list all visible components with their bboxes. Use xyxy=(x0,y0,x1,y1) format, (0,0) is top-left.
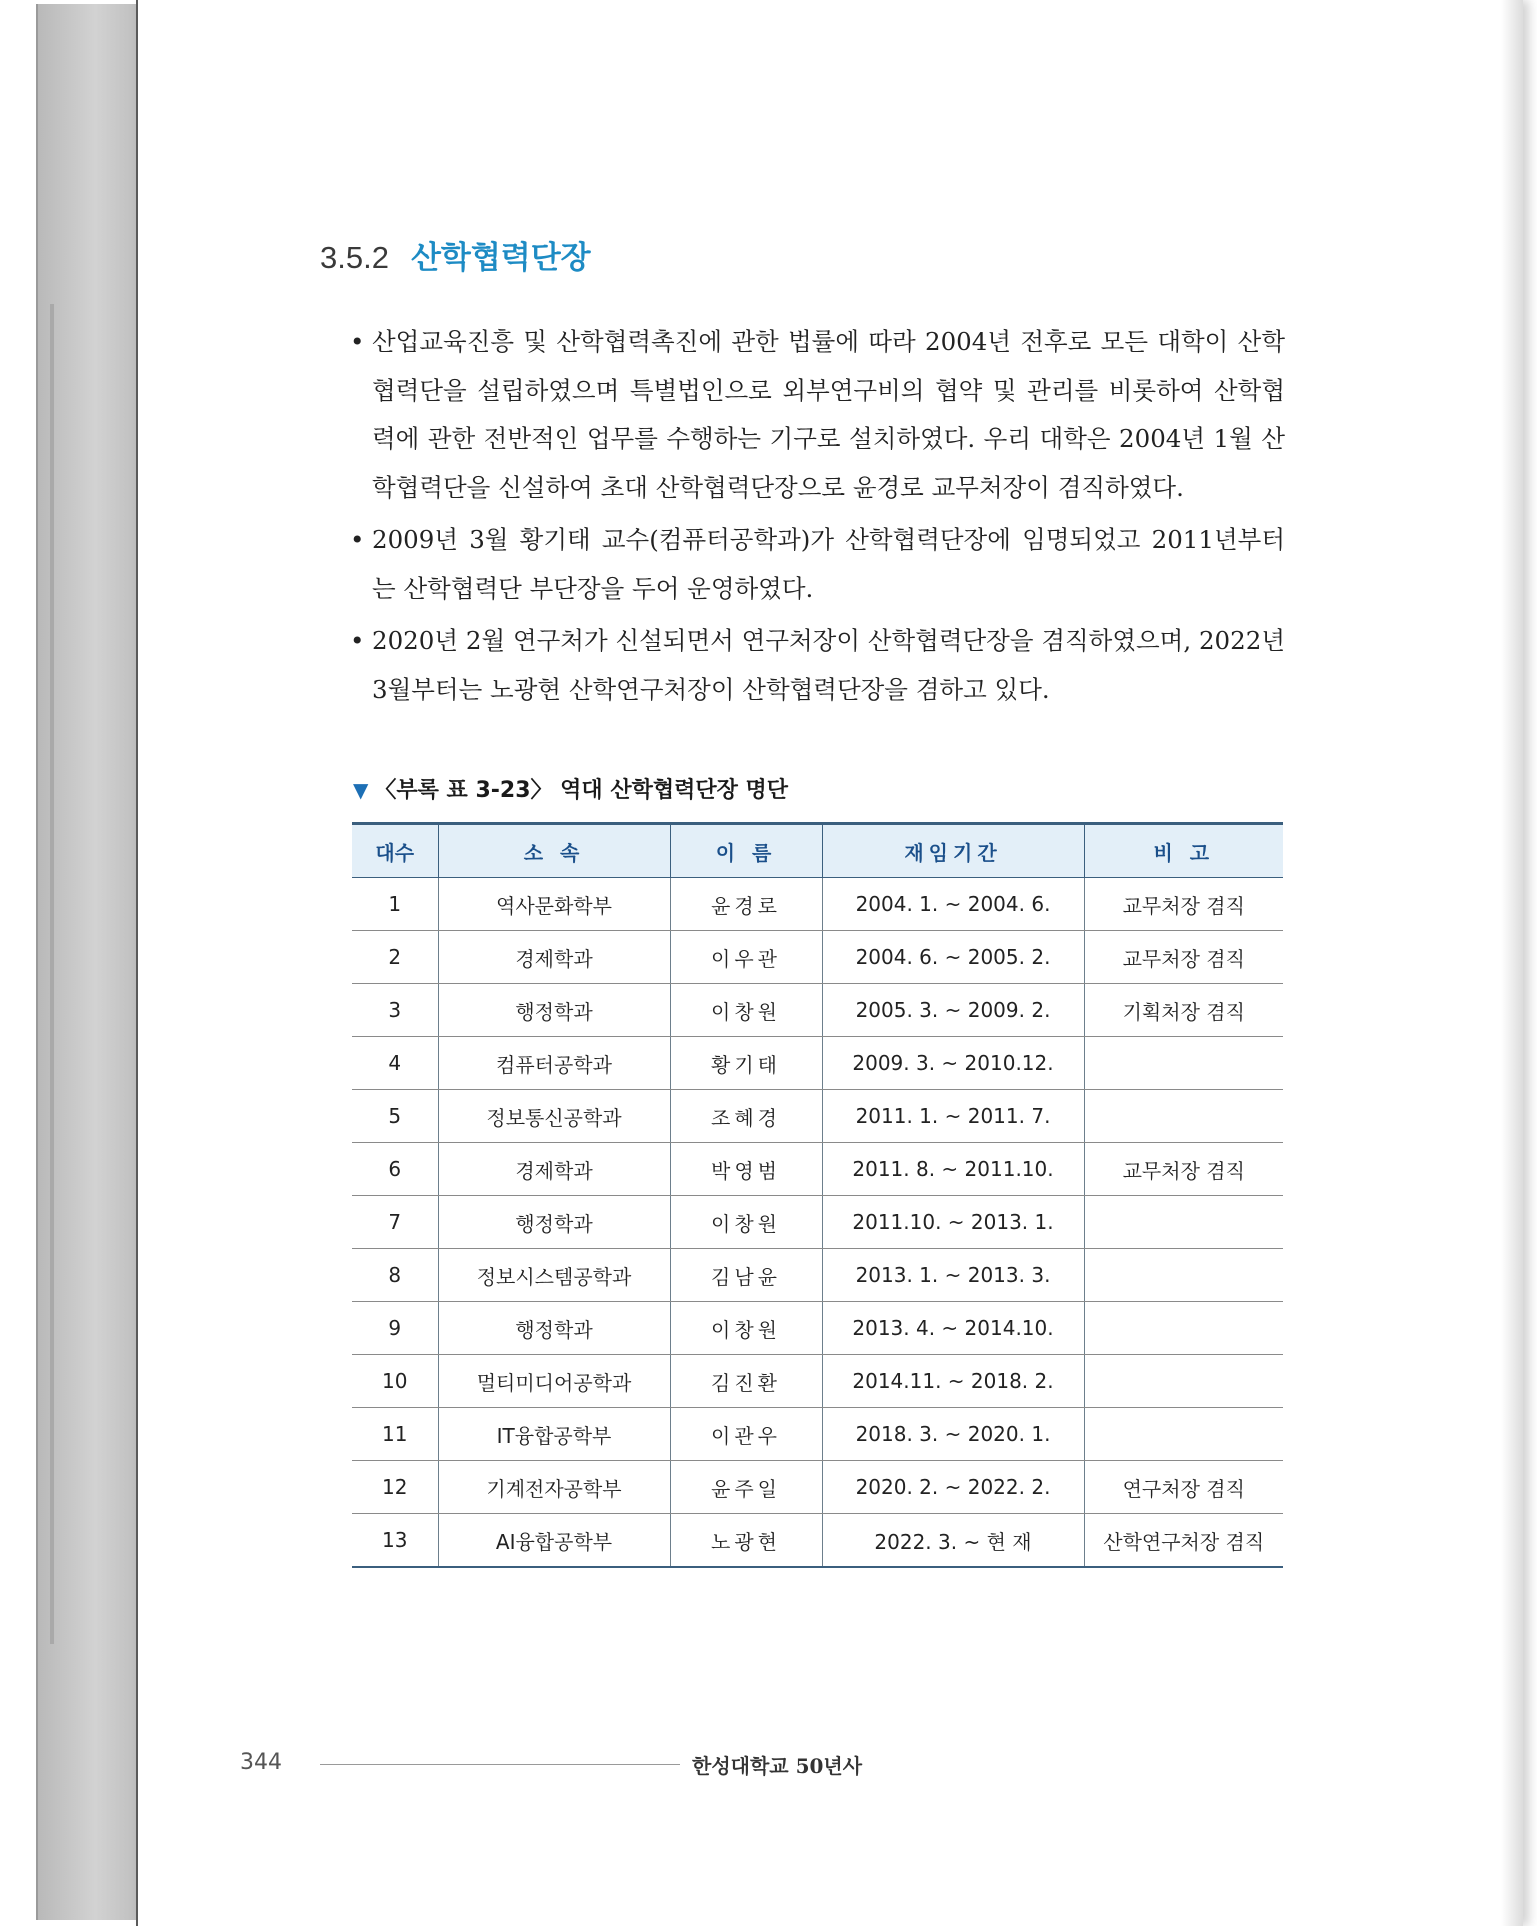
table-row xyxy=(352,931,1283,984)
name-cell: 윤경로 xyxy=(670,878,822,931)
name-cell: 이창원 xyxy=(670,1302,822,1355)
bullet-item: • 산업교육진흥 및 산학협력촉진에 관한 법률에 따라 2004년 전후로 모든 대학이 산학협력단을 설립하였으며 특별법인으로 외부연구비의 협약 및 관리를 비롯하여 산학협력에 관한 전반적인 업무를 수행하는 기구로 설치하였다. 우리 대학은 2004년 1월 산학협력단을 신설하여 초대 산학협력단장으로 윤경로 교무처장이 겸직하였다. xyxy=(350,318,1285,512)
table-row xyxy=(352,878,1283,931)
page-footer xyxy=(240,1750,940,1780)
name-cell: 조혜경 xyxy=(670,1090,822,1143)
header-term: 대수 xyxy=(352,824,438,878)
tenure-cell: 2005. 3. ~ 2009. 2. xyxy=(822,984,1084,1037)
affiliation-cell: 경제학과 xyxy=(438,931,670,984)
remarks-cell: 교무처장 겸직 xyxy=(1084,931,1283,984)
book-page-stack xyxy=(36,4,142,1920)
footer-divider xyxy=(320,1764,680,1765)
table-row xyxy=(352,1143,1283,1196)
name-cell: 박영범 xyxy=(670,1143,822,1196)
table-row xyxy=(352,1514,1283,1568)
name-cell: 이창원 xyxy=(670,984,822,1037)
remarks-cell xyxy=(1084,1037,1283,1090)
name-cell: 이관우 xyxy=(670,1408,822,1461)
term-cell: 12 xyxy=(352,1461,438,1514)
bullet-item: • 2020년 2월 연구처가 신설되면서 연구처장이 산학협력단장을 겸직하였으며, 2022년 3월부터는 노광현 산학연구처장이 산학협력단장을 겸하고 있다. xyxy=(350,617,1285,714)
term-cell: 1 xyxy=(352,878,438,931)
remarks-cell: 교무처장 겸직 xyxy=(1084,1143,1283,1196)
page-number: 344 xyxy=(240,1750,282,1775)
tenure-cell: 2020. 2. ~ 2022. 2. xyxy=(822,1461,1084,1514)
remarks-cell xyxy=(1084,1355,1283,1408)
remarks-cell xyxy=(1084,1196,1283,1249)
table-header-row xyxy=(352,824,1283,878)
table-row xyxy=(352,1302,1283,1355)
tenure-cell: 2004. 1. ~ 2004. 6. xyxy=(822,878,1084,931)
header-name: 이 름 xyxy=(670,824,822,878)
term-cell: 10 xyxy=(352,1355,438,1408)
affiliation-cell: 역사문화학부 xyxy=(438,878,670,931)
name-cell: 김진환 xyxy=(670,1355,822,1408)
remarks-cell xyxy=(1084,1090,1283,1143)
bullet-item: • 2009년 3월 황기태 교수(컴퓨터공학과)가 산학협력단장에 임명되었고 2011년부터는 산학협력단 부단장을 두어 운영하였다. xyxy=(350,516,1285,613)
director-roster-table xyxy=(352,822,1283,1568)
page-edge-shade xyxy=(1501,0,1523,1926)
name-cell: 노광현 xyxy=(670,1514,822,1568)
affiliation-cell: 컴퓨터공학과 xyxy=(438,1037,670,1090)
table-row xyxy=(352,1461,1283,1514)
affiliation-cell: 행정학과 xyxy=(438,1196,670,1249)
triangle-down-icon: ▼ xyxy=(353,778,369,802)
term-cell: 7 xyxy=(352,1196,438,1249)
table-caption xyxy=(353,773,788,804)
name-cell: 이창원 xyxy=(670,1196,822,1249)
remarks-cell: 연구처장 겸직 xyxy=(1084,1461,1283,1514)
affiliation-cell: 멀티미디어공학과 xyxy=(438,1355,670,1408)
header-remarks: 비 고 xyxy=(1084,824,1283,878)
name-cell: 윤주일 xyxy=(670,1461,822,1514)
tenure-cell: 2011. 1. ~ 2011. 7. xyxy=(822,1090,1084,1143)
bullet-list xyxy=(350,318,1285,718)
table-caption-text: 〈부록 표 3-23〉 역대 산학협력단장 명단 xyxy=(374,778,789,803)
section-title: 산학협력단장 xyxy=(410,240,591,275)
remarks-cell xyxy=(1084,1302,1283,1355)
affiliation-cell: 정보통신공학과 xyxy=(438,1090,670,1143)
tenure-cell: 2013. 1. ~ 2013. 3. xyxy=(822,1249,1084,1302)
term-cell: 2 xyxy=(352,931,438,984)
section-number: 3.5.2 xyxy=(320,240,389,275)
table-row xyxy=(352,984,1283,1037)
tenure-cell: 2022. 3. ~ 현 재 xyxy=(822,1514,1084,1568)
tenure-cell: 2013. 4. ~ 2014.10. xyxy=(822,1302,1084,1355)
remarks-cell: 교무처장 겸직 xyxy=(1084,878,1283,931)
affiliation-cell: 경제학과 xyxy=(438,1143,670,1196)
affiliation-cell: IT융합공학부 xyxy=(438,1408,670,1461)
name-cell: 김남윤 xyxy=(670,1249,822,1302)
book-title: 한성대학교 50년사 xyxy=(692,1754,863,1778)
term-cell: 8 xyxy=(352,1249,438,1302)
affiliation-cell: 행정학과 xyxy=(438,984,670,1037)
term-cell: 3 xyxy=(352,984,438,1037)
tenure-cell: 2011. 8. ~ 2011.10. xyxy=(822,1143,1084,1196)
table-row xyxy=(352,1355,1283,1408)
remarks-cell xyxy=(1084,1249,1283,1302)
tenure-cell: 2009. 3. ~ 2010.12. xyxy=(822,1037,1084,1090)
term-cell: 5 xyxy=(352,1090,438,1143)
table-row xyxy=(352,1408,1283,1461)
term-cell: 9 xyxy=(352,1302,438,1355)
term-cell: 4 xyxy=(352,1037,438,1090)
term-cell: 13 xyxy=(352,1514,438,1568)
affiliation-cell: AI융합공학부 xyxy=(438,1514,670,1568)
header-affiliation: 소 속 xyxy=(438,824,670,878)
name-cell: 황기태 xyxy=(670,1037,822,1090)
affiliation-cell: 기계전자공학부 xyxy=(438,1461,670,1514)
term-cell: 6 xyxy=(352,1143,438,1196)
header-tenure: 재임기간 xyxy=(822,824,1084,878)
remarks-cell xyxy=(1084,1408,1283,1461)
remarks-cell: 산학연구처장 겸직 xyxy=(1084,1514,1283,1568)
table-row xyxy=(352,1249,1283,1302)
remarks-cell: 기획처장 겸직 xyxy=(1084,984,1283,1037)
tenure-cell: 2014.11. ~ 2018. 2. xyxy=(822,1355,1084,1408)
affiliation-cell: 행정학과 xyxy=(438,1302,670,1355)
term-cell: 11 xyxy=(352,1408,438,1461)
tenure-cell: 2011.10. ~ 2013. 1. xyxy=(822,1196,1084,1249)
tenure-cell: 2018. 3. ~ 2020. 1. xyxy=(822,1408,1084,1461)
table-row xyxy=(352,1037,1283,1090)
section-heading xyxy=(320,232,591,277)
table-body xyxy=(352,878,1283,1568)
table-row xyxy=(352,1090,1283,1143)
affiliation-cell: 정보시스템공학과 xyxy=(438,1249,670,1302)
name-cell: 이우관 xyxy=(670,931,822,984)
table-row xyxy=(352,1196,1283,1249)
tenure-cell: 2004. 6. ~ 2005. 2. xyxy=(822,931,1084,984)
